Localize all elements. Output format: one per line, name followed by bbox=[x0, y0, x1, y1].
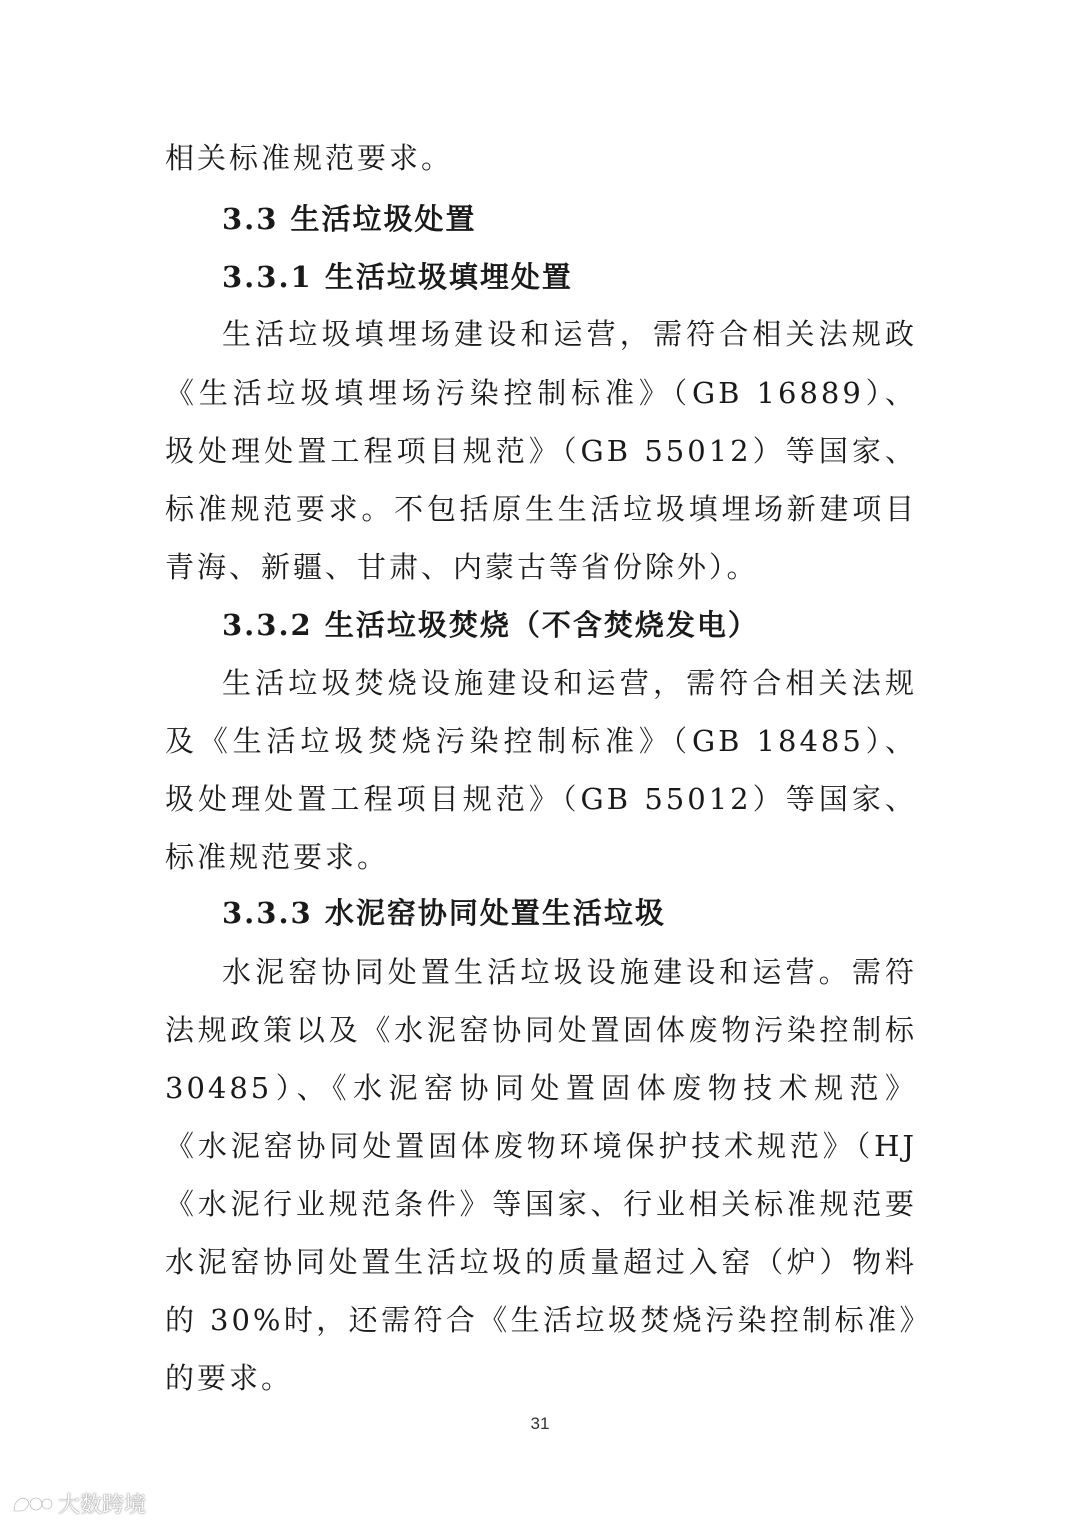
paragraph-line: 的 30%时，还需符合《生活垃圾焚烧污染控制标准》 bbox=[165, 1303, 917, 1337]
paragraph-line: 圾处理处置工程项目规范》（GB 55012）等国家、 bbox=[165, 434, 917, 468]
watermark-text: 大数跨境 bbox=[58, 1493, 147, 1518]
paragraph-line: 标准规范要求。不包括原生生活垃圾填埋场新建项目 bbox=[165, 492, 917, 526]
section-heading-3-3-3: 3.3.3 水泥窑协同处置生活垃圾 bbox=[222, 896, 666, 930]
paragraph-line: 法规政策以及《水泥窑协同处置固体废物污染控制标 bbox=[165, 1013, 917, 1047]
paragraph-line: 相关标准规范要求。 bbox=[165, 141, 454, 175]
section-heading-3-3: 3.3 生活垃圾处置 bbox=[222, 202, 477, 236]
paragraph-line: 30485）、《水泥窑协同处置固体废物技术规范》 bbox=[165, 1071, 917, 1105]
section-heading-3-3-2: 3.3.2 生活垃圾焚烧（不含焚烧发电） bbox=[222, 608, 759, 642]
section-heading-3-3-1: 3.3.1 生活垃圾填埋处置 bbox=[222, 260, 573, 294]
paragraph-line: 水泥窑协同处置生活垃圾设施建设和运营。需符 bbox=[222, 955, 917, 989]
brand-logo-icon bbox=[10, 1491, 54, 1517]
paragraph-line: 《水泥行业规范条件》等国家、行业相关标准规范要 bbox=[165, 1187, 917, 1221]
paragraph-line: 标准规范要求。 bbox=[165, 840, 390, 874]
paragraph-line: 《水泥窑协同处置固体废物环境保护技术规范》（HJ bbox=[165, 1129, 917, 1163]
paragraph-line: 及《生活垃圾焚烧污染控制标准》（GB 18485）、 bbox=[165, 724, 917, 758]
paragraph-line: 生活垃圾焚烧设施建设和运营，需符合相关法规 bbox=[222, 666, 917, 700]
paragraph-line: 水泥窑协同处置生活垃圾的质量超过入窑（炉）物料 bbox=[165, 1245, 917, 1279]
paragraph-line: 圾处理处置工程项目规范》（GB 55012）等国家、 bbox=[165, 782, 917, 816]
watermark bbox=[10, 1488, 146, 1519]
paragraph-line: 《生活垃圾填埋场污染控制标准》（GB 16889）、 bbox=[165, 376, 917, 410]
paragraph-line: 生活垃圾填埋场建设和运营，需符合相关法规政 bbox=[222, 317, 917, 351]
page-number: 31 bbox=[530, 1414, 550, 1433]
paragraph-line: 青海、新疆、甘肃、内蒙古等省份除外）。 bbox=[165, 550, 759, 584]
paragraph-line: 的要求。 bbox=[165, 1361, 294, 1395]
